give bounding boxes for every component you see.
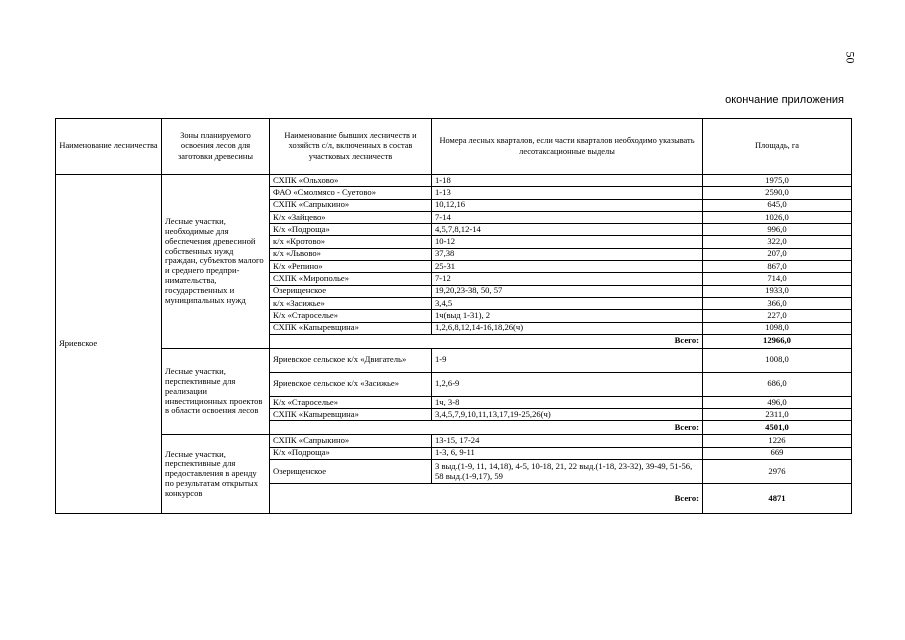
zone-own-needs: Лесные участки, необходимые для обеспечения древесиной собственных нужд граждан, субъектов малого и среднего предпри-нимательства, государственных и муниципальных нужд: [162, 175, 270, 349]
former-forestry-cell: СХПК «Капыревщина»: [270, 409, 432, 421]
area-cell: 2311,0: [703, 409, 852, 421]
quarters-cell: 19,20,23-38, 50, 57: [432, 285, 703, 297]
area-cell: 1008,0: [703, 348, 852, 372]
quarters-cell: 1,2,6,8,12,14-16,18,26(ч): [432, 322, 703, 334]
header-zone: Зоны планируемого освоения лесов для заготовки древесины: [162, 119, 270, 175]
total-label: Всего:: [270, 484, 703, 514]
quarters-cell: 7-12: [432, 273, 703, 285]
quarters-cell: 3 выд.(1-9, 11, 14,18), 4-5, 10-18, 21, 22 выд.(1-18, 23-32), 39-49, 51-56, 58 выд.(1-9,17), 59: [432, 460, 703, 484]
total-label: Всего:: [270, 334, 703, 348]
former-forestry-cell: к/х «Кротово»: [270, 236, 432, 248]
area-cell: 996,0: [703, 224, 852, 236]
former-forestry-cell: К/х «Зайцево»: [270, 211, 432, 223]
former-forestry-cell: К/х «Подроща»: [270, 447, 432, 459]
quarters-cell: 37,38: [432, 248, 703, 260]
area-cell: 1226: [703, 435, 852, 447]
total-value: 4871: [703, 484, 852, 514]
quarters-cell: 1-3, 6, 9-11: [432, 447, 703, 459]
page-number: 50: [843, 51, 858, 64]
quarters-cell: 1ч(выд 1-31), 2: [432, 310, 703, 322]
former-forestry-cell: Озерищенское: [270, 460, 432, 484]
zone-investment: Лесные участки, перспективные для реализации инвестиционных проектов в области освоения лесов: [162, 348, 270, 435]
former-forestry-cell: ФАО «Смолмясо - Суетово»: [270, 187, 432, 199]
header-forestry: Наименование лесничества: [56, 119, 162, 175]
quarters-cell: 1-13: [432, 187, 703, 199]
former-forestry-cell: СХПК «Капыревщина»: [270, 322, 432, 334]
former-forestry-cell: СХПК «Ольхово»: [270, 175, 432, 187]
quarters-cell: 10-12: [432, 236, 703, 248]
total-label: Всего:: [270, 421, 703, 435]
former-forestry-cell: к/х «Засижье»: [270, 297, 432, 309]
quarters-cell: 7-14: [432, 211, 703, 223]
quarters-cell: 3,4,5: [432, 297, 703, 309]
area-cell: 322,0: [703, 236, 852, 248]
quarters-cell: 13-15, 17-24: [432, 435, 703, 447]
total-value: 4501,0: [703, 421, 852, 435]
forestry-name: Яриевское: [56, 175, 162, 514]
former-forestry-cell: К/х «Подроща»: [270, 224, 432, 236]
former-forestry-cell: СХПК «Сапрыкино»: [270, 435, 432, 447]
header-quarters: Номера лесных кварталов, если части кварталов необходимо указывать лесотаксационные выделы: [432, 119, 703, 175]
area-cell: 669: [703, 447, 852, 459]
appendix-note: окончание приложения: [725, 94, 844, 106]
quarters-cell: 25-31: [432, 261, 703, 273]
area-cell: 366,0: [703, 297, 852, 309]
header-former-forestry: Наименование бывших лесничеств и хозяйств с/л, включенных в состав участковых лесничеств: [270, 119, 432, 175]
quarters-cell: 1ч, 3-8: [432, 396, 703, 408]
table-row: [56, 175, 852, 187]
area-cell: 1026,0: [703, 211, 852, 223]
area-cell: 496,0: [703, 396, 852, 408]
zone-lease: Лесные участки, перспективные для предоставления в аренду по результатам открытых конкурсов: [162, 435, 270, 514]
area-cell: 1933,0: [703, 285, 852, 297]
table-row: [56, 435, 852, 447]
table-header-row: [56, 119, 852, 175]
former-forestry-cell: К/х «Староселье»: [270, 310, 432, 322]
area-cell: 2590,0: [703, 187, 852, 199]
quarters-cell: 4,5,7,8,12-14: [432, 224, 703, 236]
quarters-cell: 10,12,16: [432, 199, 703, 211]
total-value: 12966,0: [703, 334, 852, 348]
former-forestry-cell: СХПК «Сапрыкино»: [270, 199, 432, 211]
header-area: Площадь, га: [703, 119, 852, 175]
former-forestry-cell: СХПК «Мирополье»: [270, 273, 432, 285]
area-cell: 207,0: [703, 248, 852, 260]
quarters-cell: 1-9: [432, 348, 703, 372]
former-forestry-cell: К/х «Репино»: [270, 261, 432, 273]
area-cell: 227,0: [703, 310, 852, 322]
forest-zones-table: [55, 118, 852, 514]
area-cell: 686,0: [703, 372, 852, 396]
area-cell: 2976: [703, 460, 852, 484]
quarters-cell: 3,4,5,7,9,10,11,13,17,19-25,26(ч): [432, 409, 703, 421]
table-row: [56, 348, 852, 372]
former-forestry-cell: Озерищенское: [270, 285, 432, 297]
area-cell: 714,0: [703, 273, 852, 285]
quarters-cell: 1-18: [432, 175, 703, 187]
area-cell: 1975,0: [703, 175, 852, 187]
former-forestry-cell: к/х «Львово»: [270, 248, 432, 260]
former-forestry-cell: К/х «Староселье»: [270, 396, 432, 408]
former-forestry-cell: Яриевское сельское к/х «Засижье»: [270, 372, 432, 396]
quarters-cell: 1,2,6-9: [432, 372, 703, 396]
former-forestry-cell: Яриевское сельское к/х «Двигатель»: [270, 348, 432, 372]
area-cell: 1098,0: [703, 322, 852, 334]
area-cell: 645,0: [703, 199, 852, 211]
area-cell: 867,0: [703, 261, 852, 273]
